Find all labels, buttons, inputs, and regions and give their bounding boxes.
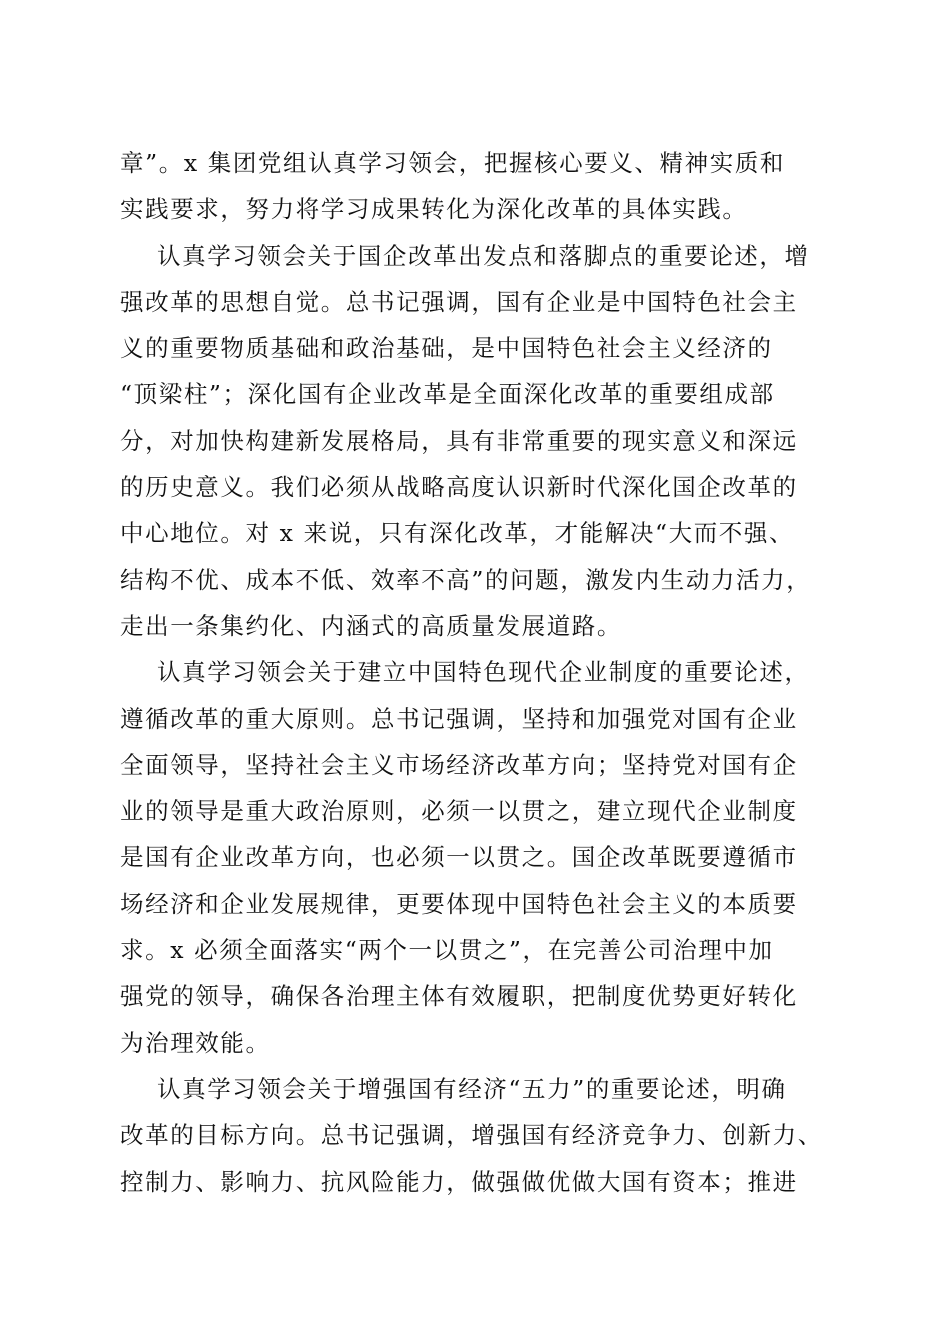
text-line: 认真学习领会关于增强国有经济“五力”的重要论述，明确 — [157, 1074, 787, 1103]
text-line: 结构不优、成本不低、效率不高”的问题，激发内生动力活力， — [120, 565, 812, 594]
paragraph-4 — [120, 1066, 835, 1205]
paragraph-1 — [120, 140, 835, 233]
paragraph-2 — [120, 233, 835, 650]
text-line: 业的领导是重大政治原则，必须一以贯之，建立现代企业制度 — [120, 797, 798, 826]
text-line: 义的重要物质基础和政治基础，是中国特色社会主义经济的 — [120, 334, 773, 363]
paragraph-3 — [120, 649, 835, 1066]
text-line: 强改革的思想自觉。总书记强调，国有企业是中国特色社会主 — [120, 287, 798, 316]
text-line: 为治理效能。 — [120, 1028, 271, 1057]
text-line: 认真学习领会关于国企改革出发点和落脚点的重要论述，增 — [157, 241, 810, 270]
text-line: 强党的领导，确保各治理主体有效履职，把制度优势更好转化 — [120, 982, 798, 1011]
text-line: 中心地位。对 x 来说，只有深化改革，才能解决“大而不强、 — [120, 519, 795, 548]
text-line: 求。x 必须全面落实“两个一以贯之”，在完善公司治理中加 — [120, 936, 774, 965]
text-line: 遵循改革的重大原则。总书记强调，坚持和加强党对国有企业 — [120, 704, 798, 733]
text-line: 的历史意义。我们必须从战略高度认识新时代深化国企改革的 — [120, 473, 798, 502]
text-line: 走出一条集约化、内涵式的高质量发展道路。 — [120, 611, 622, 640]
text-line: 改革的目标方向。总书记强调，增强国有经济竞争力、创新力、 — [120, 1121, 823, 1150]
document-body — [120, 140, 835, 1205]
text-line: 分，对加快构建新发展格局，具有非常重要的现实意义和深远 — [120, 426, 798, 455]
text-line: 控制力、影响力、抗风险能力，做强做优做大国有资本；推进 — [120, 1167, 798, 1196]
text-line: 场经济和企业发展规律，更要体现中国特色社会主义的本质要 — [120, 889, 798, 918]
text-line: 全面领导，坚持社会主义市场经济改革方向；坚持党对国有企 — [120, 750, 798, 779]
text-line: 实践要求，努力将学习成果转化为深化改革的具体实践。 — [120, 195, 748, 224]
text-line: 是国有企业改革方向，也必须一以贯之。国企改革既要遵循市 — [120, 843, 798, 872]
text-line: 章”。x 集团党组认真学习领会，把握核心要义、精神实质和 — [120, 149, 786, 177]
text-line: “顶梁柱”；深化国有企业改革是全面深化改革的重要组成部 — [120, 380, 775, 409]
text-line: 认真学习领会关于建立中国特色现代企业制度的重要论述， — [157, 658, 810, 687]
